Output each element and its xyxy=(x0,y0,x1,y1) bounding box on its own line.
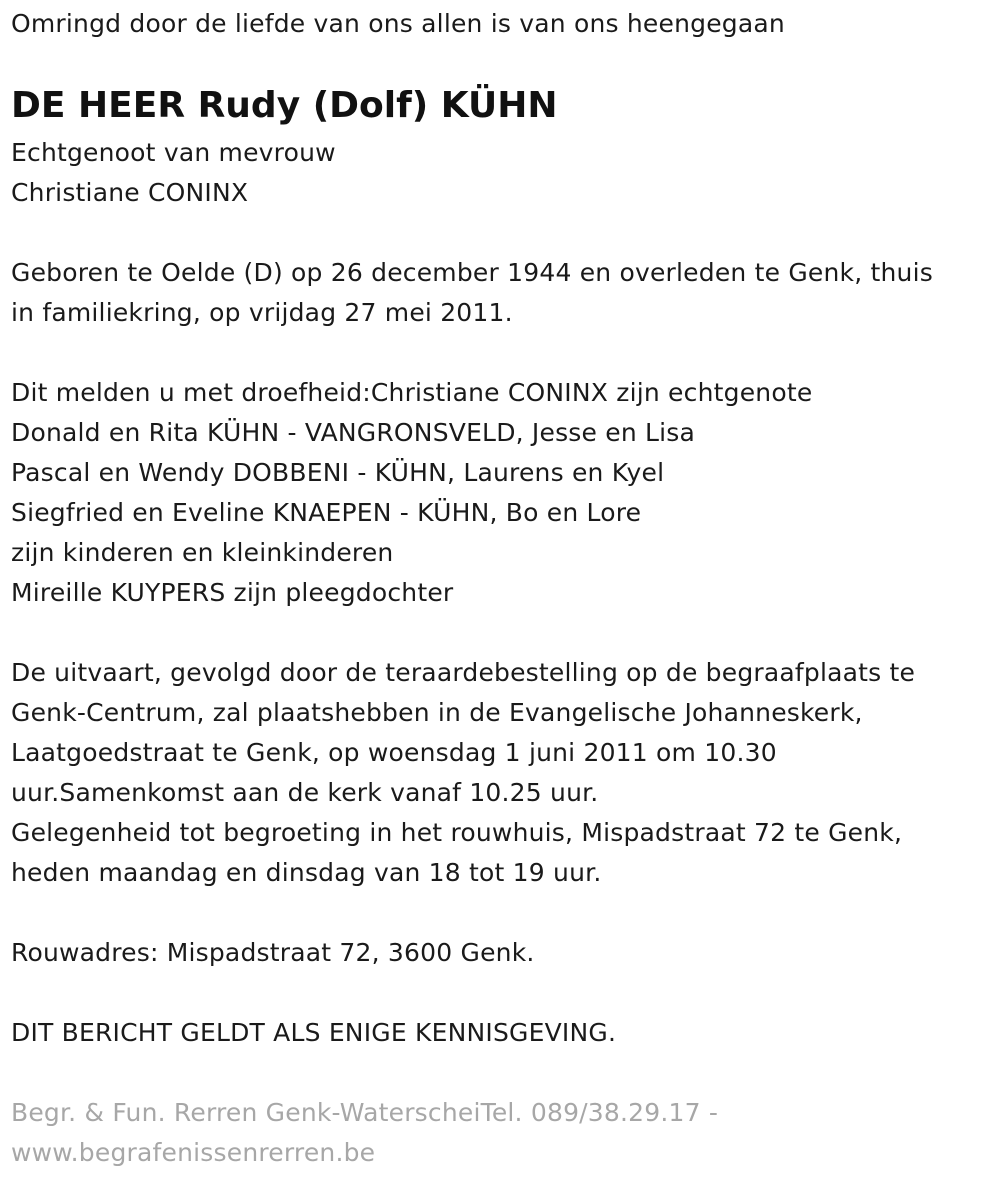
funeral-line: heden maandag en dinsdag van 18 tot 19 uur. xyxy=(11,858,602,887)
funeral-block xyxy=(11,653,915,893)
birth-line: Geboren te Oelde (D) op 26 december 1944 en overleden te Genk, thuis xyxy=(11,258,933,287)
notice-text: DIT BERICHT GELDT ALS ENIGE KENNISGEVING. xyxy=(11,1018,617,1047)
notice-block xyxy=(11,1013,616,1053)
footer-website-link[interactable]: www.begrafenissenrerren.be xyxy=(11,1138,376,1167)
birth-death-block xyxy=(11,253,933,333)
family-line: Dit melden u met droefheid:Christiane CONINX zijn echtgenote xyxy=(11,378,813,407)
funeral-line: Laatgoedstraat te Genk, op woensdag 1 juni 2011 om 10.30 xyxy=(11,738,777,767)
family-line: zijn kinderen en kleinkinderen xyxy=(11,538,394,567)
mourning-address: Rouwadres: Mispadstraat 72, 3600 Genk. xyxy=(11,938,535,967)
family-line: Mireille KUYPERS zijn pleegdochter xyxy=(11,578,454,607)
family-line: Pascal en Wendy DOBBENI - KÜHN, Laurens en Kyel xyxy=(11,458,665,487)
footer-line: Begr. & Fun. Rerren Genk-WaterscheiTel. 089/38.29.17 - xyxy=(11,1098,719,1127)
funeral-line: Gelegenheid tot begroeting in het rouwhuis, Mispadstraat 72 te Genk, xyxy=(11,818,903,847)
family-block xyxy=(11,373,812,613)
funeral-home-footer xyxy=(11,1093,718,1173)
funeral-line: De uitvaart, gevolgd door de teraardebestelling op de begraafplaats te xyxy=(11,658,916,687)
spouse-block xyxy=(11,133,336,213)
deceased-name: DE HEER Rudy (Dolf) KÜHN xyxy=(11,85,558,126)
funeral-line: uur.Samenkomst aan de kerk vanaf 10.25 uur. xyxy=(11,778,599,807)
address-block xyxy=(11,933,535,973)
intro-text: Omringd door de liefde van ons allen is van ons heengegaan xyxy=(11,9,785,38)
funeral-line: Genk-Centrum, zal plaatshebben in de Evangelische Johanneskerk, xyxy=(11,698,863,727)
birth-line: in familiekring, op vrijdag 27 mei 2011. xyxy=(11,298,513,327)
spouse-line: Christiane CONINX xyxy=(11,178,249,207)
family-line: Donald en Rita KÜHN - VANGRONSVELD, Jesse en Lisa xyxy=(11,418,696,447)
family-line: Siegfried en Eveline KNAEPEN - KÜHN, Bo en Lore xyxy=(11,498,642,527)
spouse-line: Echtgenoot van mevrouw xyxy=(11,138,336,167)
